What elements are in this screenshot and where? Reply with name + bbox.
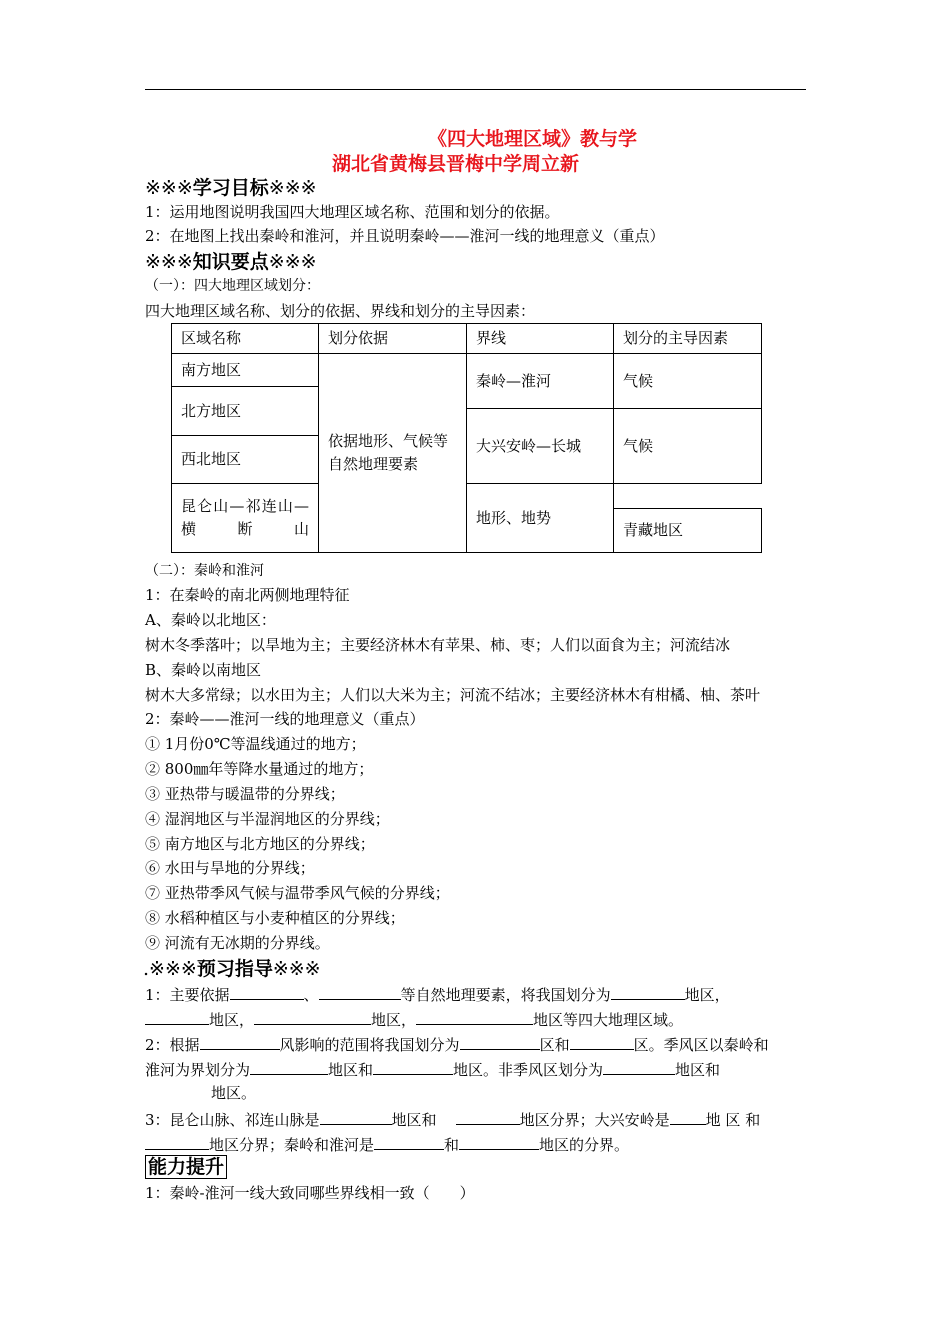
heading-marks: ※※※: [268, 251, 317, 273]
table-intro: 四大地理区域名称、划分的依据、界线和划分的主导因素：: [145, 302, 536, 320]
table-cell-region: 西北地区: [172, 436, 319, 484]
question-text: 地区和: [391, 1111, 437, 1129]
blank[interactable]: [460, 1033, 540, 1050]
question-text: 地区，: [209, 1011, 255, 1029]
table-cell-region: 青藏地区: [614, 509, 762, 553]
table-header-row: [172, 324, 762, 354]
question-text: 地区分界；秦岭和淮河是: [209, 1136, 375, 1154]
question-text: 等自然地理要素，将我国划分为: [400, 986, 611, 1004]
question-text: 地区等四大地理区域。: [533, 1011, 684, 1029]
heading-text: 学习目标: [192, 177, 269, 199]
question-text: 淮河为界划分为: [145, 1061, 251, 1079]
table-cell-factor: 气候: [614, 409, 762, 484]
question-text: 地区。非季风区划分为: [453, 1061, 604, 1079]
goal-item: 2：在地图上找出秦岭和淮河，并且说明秦岭——淮河一线的地理意义（重点）: [145, 227, 665, 245]
table-cell-region: 南方地区: [172, 354, 319, 387]
region-table: [171, 323, 762, 553]
significance-item: ④ 湿润地区与半湿润地区的分界线；: [145, 810, 390, 828]
subsection-title: （一）：四大地理区域划分：: [145, 278, 320, 294]
preview-question-2-end: 地区。: [211, 1084, 257, 1102]
blank[interactable]: [459, 1133, 539, 1150]
document-title: 《四大地理区域》教与学: [428, 128, 638, 150]
table-row: [172, 354, 762, 387]
section-heading-knowledge: [145, 250, 317, 274]
heading-marks: ※※※: [272, 958, 321, 980]
significance-item: ② 800㎜年等降水量通过的地方；: [145, 760, 374, 778]
blank[interactable]: [603, 1058, 675, 1075]
table-row: [172, 484, 762, 509]
blank[interactable]: [320, 1108, 392, 1125]
heading-text: 预习指导: [196, 958, 273, 980]
section-heading-goals: [145, 176, 317, 200]
blank[interactable]: [145, 1133, 209, 1150]
blank[interactable]: [254, 1008, 371, 1025]
question-text: 风影响的范围将我国划分为: [279, 1036, 460, 1054]
blank[interactable]: [570, 1033, 634, 1050]
significance-item: ① 1月份0℃等温线通过的地方；: [145, 735, 366, 753]
content-line: A、秦岭以北地区：: [145, 611, 276, 629]
question-text: 地 区 和: [705, 1111, 761, 1129]
blank[interactable]: [230, 983, 304, 1000]
question-text: 3：昆仑山脉、祁连山脉是: [145, 1111, 320, 1129]
question-text: 和: [444, 1136, 460, 1154]
table-header-cell: 划分的主导因素: [614, 324, 762, 354]
question-text: 地区分界；大兴安岭是: [519, 1111, 670, 1129]
content-line: 1：在秦岭的南北两侧地理特征: [145, 586, 350, 604]
section-heading-preview: [143, 957, 321, 981]
significance-item: ⑥ 水田与旱地的分界线；: [145, 859, 315, 877]
preview-question-1: [145, 983, 730, 1005]
table-cell-factor: 气候: [614, 354, 762, 409]
table-cell-boundary: 昆仑山—祁连山—横断山: [172, 484, 319, 553]
question-text: 、: [303, 986, 319, 1004]
table-cell-region: 北方地区: [172, 387, 319, 436]
table-header-cell: 划分依据: [319, 324, 467, 354]
significance-item: ③ 亚热带与暖温带的分界线；: [145, 785, 345, 803]
blank[interactable]: [373, 1058, 453, 1075]
blank[interactable]: [374, 1133, 444, 1150]
table-cell-factor: 地形、地势: [467, 484, 614, 553]
question-text: 地区，: [684, 986, 730, 1004]
heading-marks: ※※※: [145, 251, 193, 273]
question-text: 地区和: [328, 1061, 374, 1079]
question-text: 区。季风区以秦岭和: [633, 1036, 769, 1054]
content-line: 树木大多常绿；以水田为主；人们以大米为主；河流不结冰；主要经济林木有柑橘、柚、茶叶: [145, 686, 761, 704]
heading-text: 能力提升: [145, 1155, 227, 1179]
blank[interactable]: [319, 983, 401, 1000]
table-cell-boundary: 秦岭—淮河: [467, 354, 614, 409]
table-header-cell: 界线: [467, 324, 614, 354]
preview-question-2: [145, 1033, 769, 1055]
blank[interactable]: [456, 1108, 520, 1125]
question-text: 2：根据: [145, 1036, 200, 1054]
question-text: 1：主要依据: [145, 986, 230, 1004]
table-cell-boundary: 大兴安岭—长城: [467, 409, 614, 484]
heading-marks: ※※※: [268, 177, 317, 199]
question-text: 地区，: [371, 1011, 417, 1029]
significance-item: ⑧ 水稻种植区与小麦种植区的分界线；: [145, 909, 405, 927]
blank[interactable]: [611, 983, 685, 1000]
preview-question-3: [145, 1108, 760, 1130]
blank[interactable]: [145, 1008, 209, 1025]
heading-marks: ※※※: [145, 177, 193, 199]
preview-question-1-cont: [145, 1008, 683, 1030]
question-text: 地区和: [675, 1061, 721, 1079]
preview-question-2-cont: [145, 1058, 720, 1080]
heading-text: 知识要点: [192, 251, 269, 273]
content-line: 2：秦岭——淮河一线的地理意义（重点）: [145, 710, 425, 728]
heading-marks: .※※※: [143, 958, 197, 980]
header-rule: [145, 89, 806, 90]
preview-question-3-cont: [145, 1133, 629, 1155]
significance-item: ⑤ 南方地区与北方地区的分界线；: [145, 835, 375, 853]
significance-item: ⑦ 亚热带季风气候与温带季风气候的分界线；: [145, 884, 450, 902]
table-header-cell: 区域名称: [172, 324, 319, 354]
goal-item: 1：运用地图说明我国四大地理区域名称、范围和划分的依据。: [145, 203, 560, 221]
blank[interactable]: [416, 1008, 533, 1025]
question-text: 地区的分界。: [539, 1136, 630, 1154]
blank[interactable]: [200, 1033, 280, 1050]
blank[interactable]: [250, 1058, 328, 1075]
significance-item: ⑨ 河流有无冰期的分界线。: [145, 934, 330, 952]
section-heading-ability: [145, 1155, 227, 1179]
document-author: 湖北省黄梅县晋梅中学周立新: [332, 153, 580, 175]
subsection-title: （二）：秦岭和淮河: [145, 563, 264, 579]
table-cell-basis: 依据地形、气候等自然地理要素: [319, 354, 467, 553]
content-line: B、秦岭以南地区: [145, 661, 262, 679]
ability-question-1: 1：秦岭-淮河一线大致同哪些界线相一致（ ）: [145, 1184, 475, 1202]
question-text: 区和: [539, 1036, 570, 1054]
blank[interactable]: [670, 1108, 706, 1125]
content-line: 树木冬季落叶；以旱地为主；主要经济林木有苹果、柿、枣；人们以面食为主；河流结冰: [145, 636, 731, 654]
